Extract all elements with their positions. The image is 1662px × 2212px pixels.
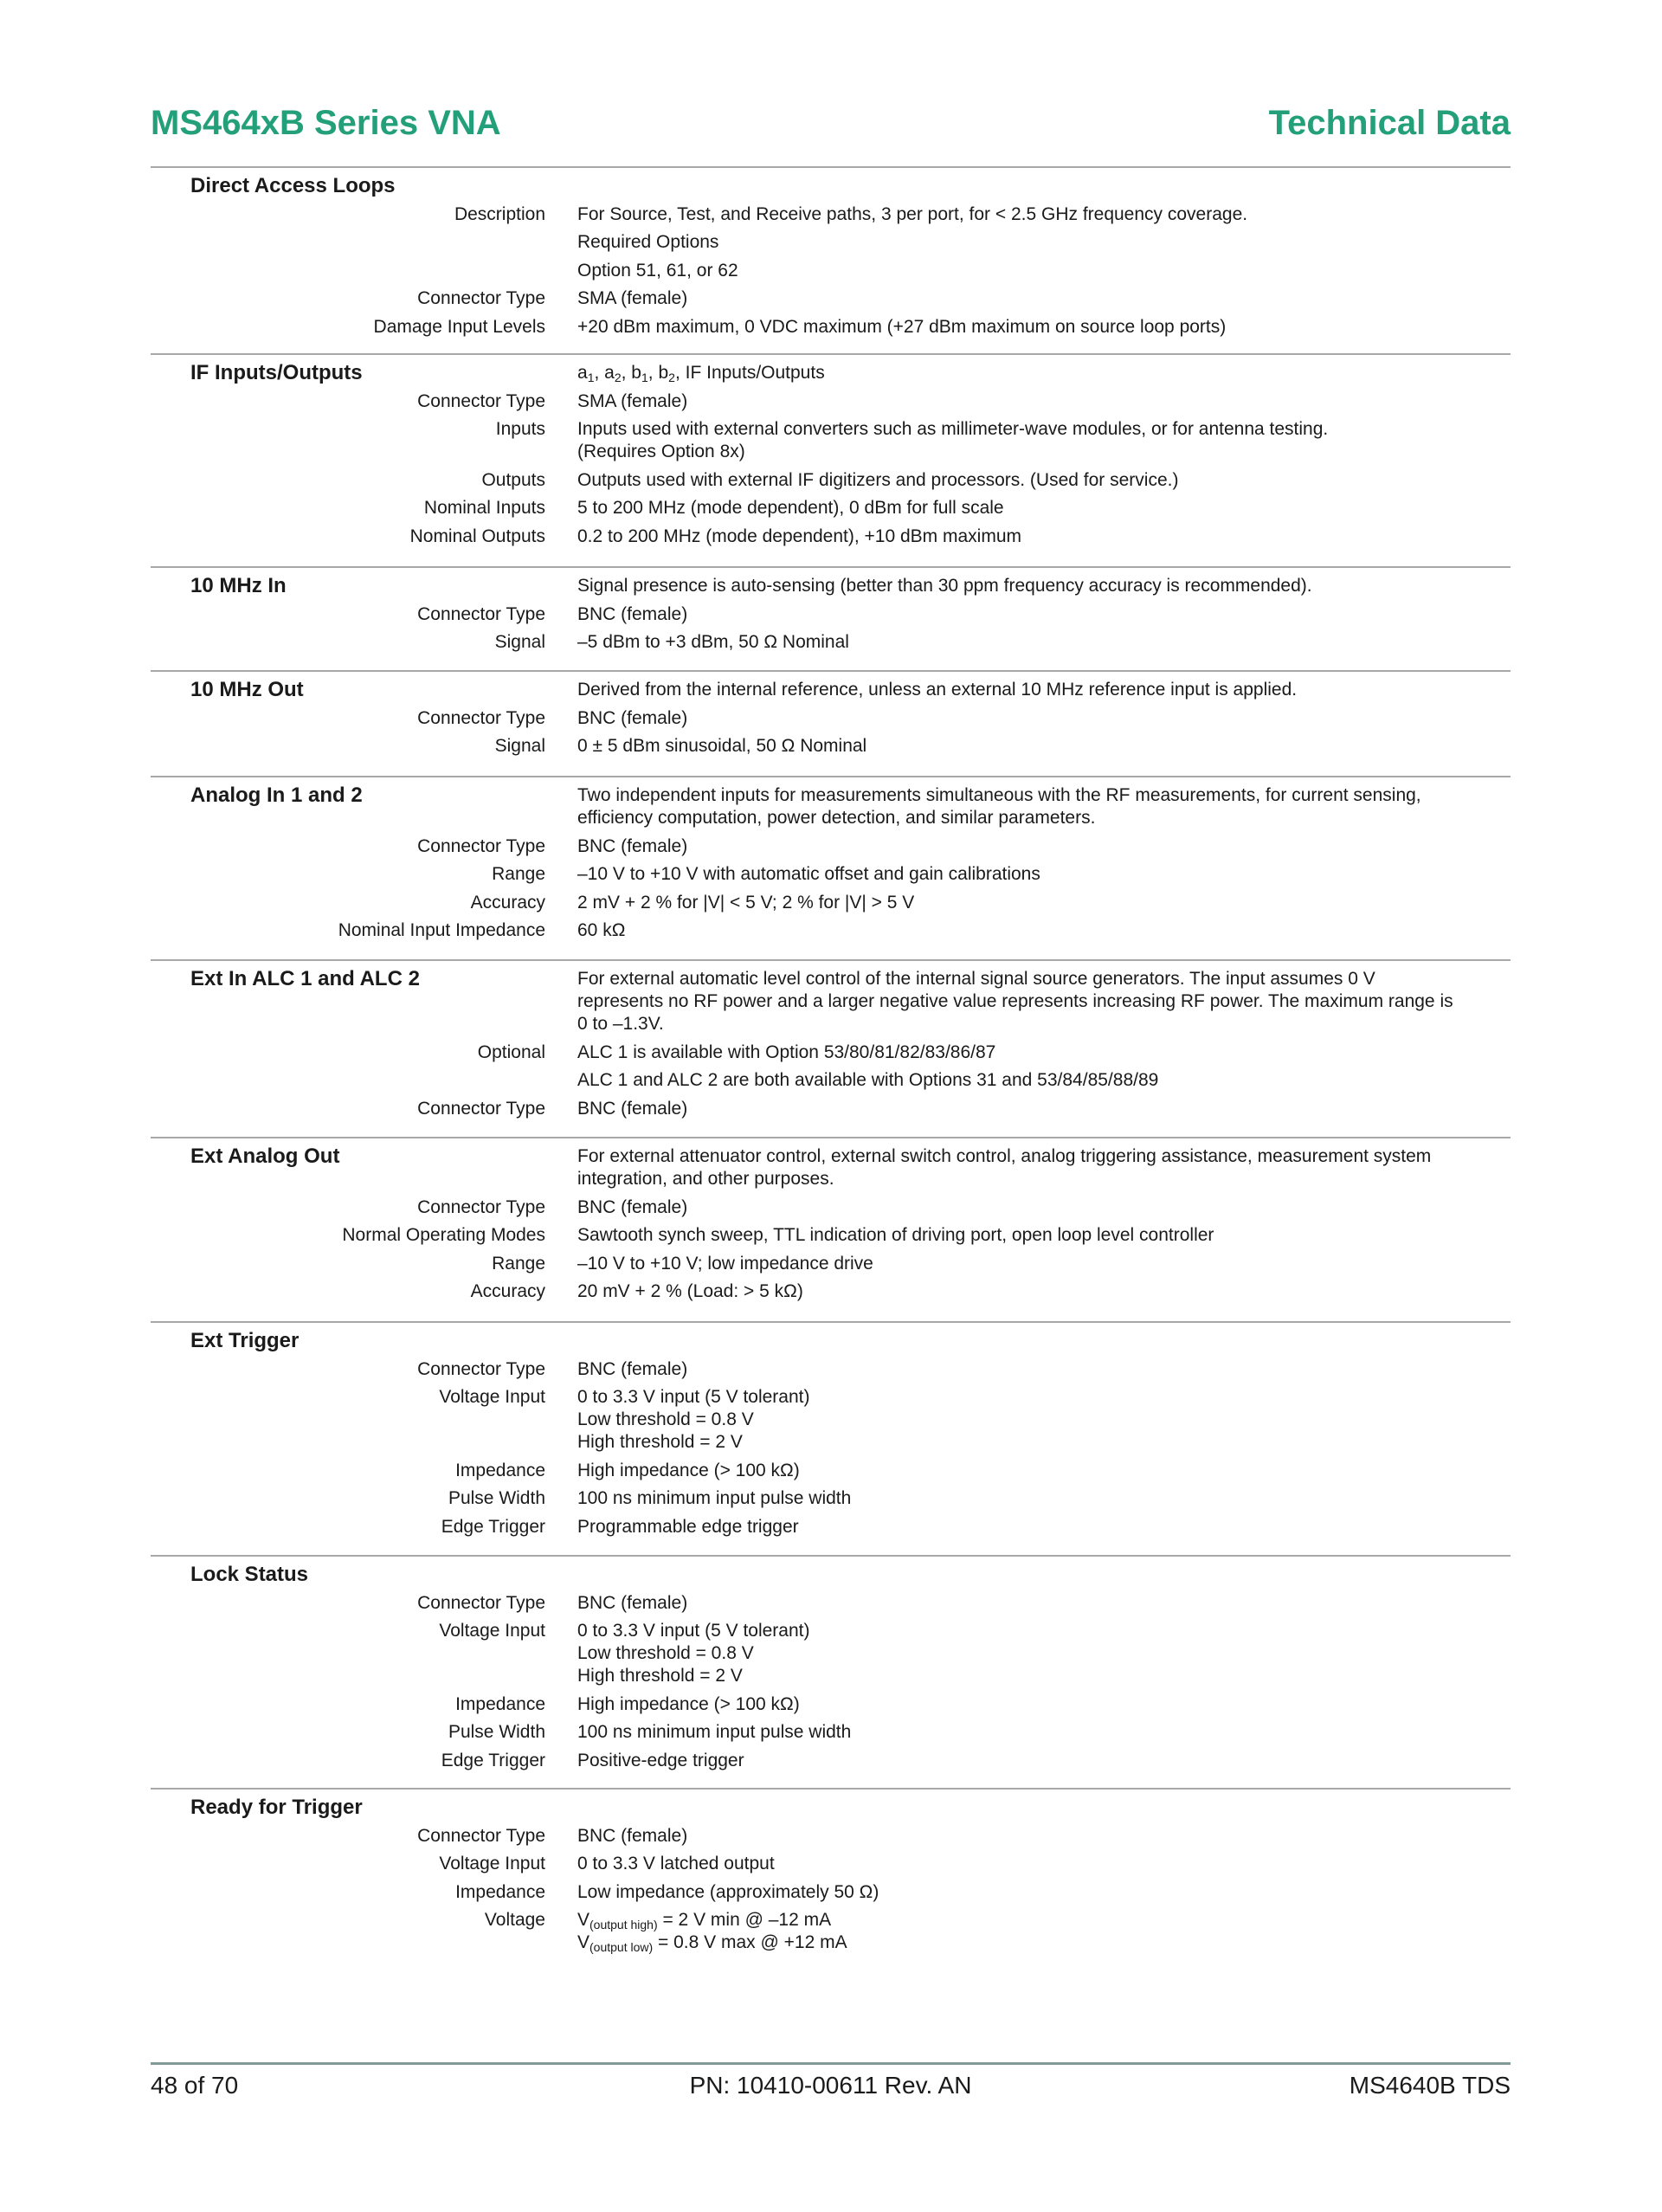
value-line: BNC (female) [577,1358,688,1379]
spec-value [577,603,1511,626]
subscript: 1 [587,371,595,385]
value-line: For Source, Test, and Receive paths, 3 per port, for < 2.5 GHz frequency coverage. [577,203,1248,224]
spec-row [151,1906,1511,1957]
spec-row [151,1194,1511,1222]
value-line: SMA (female) [577,390,688,411]
spec-label: Voltage [484,1910,545,1931]
spec-row [151,1617,1511,1691]
section-heading-row [151,572,1511,601]
spec-row [151,1879,1511,1907]
value-line: integration, and other purposes. [577,1169,834,1190]
section-heading-row [151,782,1511,833]
value-line: Low impedance (approximately 50 Ω) [577,1881,879,1902]
section-heading: Direct Access Loops [190,174,396,198]
section-heading: Lock Status [190,1563,309,1587]
spec-value [577,863,1511,886]
value-line: Derived from the internal reference, unless an external 10 MHz reference input is applied. [577,680,1298,700]
document-code: MS4640B TDS [1349,2072,1511,2099]
spec-section [151,166,1511,341]
spec-label: Edge Trigger [441,1750,545,1770]
value-text: a [577,363,588,384]
value-text: = 0.8 V max @ +12 mA [653,1932,847,1953]
spec-value [577,631,1511,654]
spec-section [151,1555,1511,1775]
spec-section [151,1788,1511,1957]
spec-value [577,1516,1511,1538]
spec-section [151,670,1511,761]
spec-row [151,889,1511,918]
spec-value [577,497,1511,519]
section-summary [577,1145,1511,1190]
spec-value [577,1825,1511,1848]
spec-value [577,1693,1511,1716]
spec-label: Connector Type [417,603,545,624]
value-line: 0 to 3.3 V input (5 V tolerant) [577,1621,810,1641]
section-heading-row [151,1794,1511,1822]
spec-row [151,1095,1511,1124]
value-line: ALC 1 is available with Option 53/80/81/82/83/86/87 [577,1042,996,1062]
spec-row [151,229,1511,257]
value-text: , a [594,363,615,384]
subscript: (output high) [589,1918,658,1932]
value-line: 0 to –1.3V. [577,1014,664,1035]
subscript: 1 [641,371,648,385]
spec-label: Damage Input Levels [373,316,545,337]
spec-value [577,316,1511,339]
spec-row [151,1039,1511,1067]
value-line: Inputs used with external converters such as millimeter-wave modules, or for antenna testing. [577,419,1329,440]
value-line: +20 dBm maximum, 0 VDC maximum (+27 dBm maximum on source loop ports) [577,316,1227,337]
spec-label: Connector Type [417,390,545,411]
spec-label: Connector Type [417,1196,545,1217]
spec-value [577,260,1511,282]
spec-row [151,1691,1511,1719]
subscript: (output low) [589,1940,654,1955]
spec-value [577,1280,1511,1303]
value-line: 0 to 3.3 V latched output [577,1854,775,1874]
value-line: BNC (female) [577,835,688,856]
spec-row [151,467,1511,495]
spec-row [151,833,1511,861]
value-line: Signal presence is auto-sensing (better than 30 ppm frequency accuracy is recommended). [577,576,1312,597]
spec-section [151,1137,1511,1306]
spec-label: Inputs [495,419,545,440]
section-heading: Ext Trigger [190,1329,300,1353]
spec-label: Signal [494,736,545,757]
spec-label: Nominal Input Impedance [338,920,545,941]
section-summary [577,784,1511,829]
spec-value [577,1253,1511,1275]
spec-value [577,1721,1511,1744]
value-line: BNC (female) [577,1098,688,1119]
spec-value [577,892,1511,914]
spec-value [577,1386,1511,1454]
value-line: –5 dBm to +3 dBm, 50 Ω Nominal [577,632,849,653]
spec-label: Connector Type [417,288,545,309]
section-heading-row [151,1561,1511,1590]
value-line: 60 kΩ [577,920,626,941]
value-line: 100 ns minimum input pulse width [577,1722,852,1743]
spec-label: Connector Type [417,707,545,728]
value-line: BNC (female) [577,1592,688,1613]
value-text: V [577,1910,590,1931]
value-line: –10 V to +10 V; low impedance drive [577,1253,873,1274]
value-line: High threshold = 2 V [577,1666,743,1686]
value-line: 20 mV + 2 % (Load: > 5 kΩ) [577,1281,803,1302]
value-line: High impedance (> 100 kΩ) [577,1460,800,1480]
section-summary [577,575,1511,597]
spec-label: Accuracy [470,1281,545,1302]
spec-row [151,1747,1511,1776]
spec-value [577,1487,1511,1510]
value-line: High threshold = 2 V [577,1432,743,1453]
spec-value [577,418,1511,463]
spec-label: Nominal Inputs [423,498,545,519]
value-line: Low threshold = 0.8 V [577,1643,754,1664]
value-line: High impedance (> 100 kΩ) [577,1693,800,1714]
spec-label: Optional [477,1042,545,1062]
spec-value [577,1460,1511,1482]
spec-row [151,861,1511,889]
spec-value [577,1620,1511,1687]
section-summary [577,175,1511,197]
section-summary [577,1564,1511,1586]
value-line: 100 ns minimum input pulse width [577,1488,852,1509]
value-line: Programmable edge trigger [577,1516,799,1537]
spec-label: Voltage Input [439,1621,545,1641]
page-number: 48 of 70 [151,2072,239,2099]
spec-label: Nominal Outputs [409,526,545,546]
spec-row [151,1067,1511,1095]
section-heading: Ready for Trigger [190,1796,363,1820]
spec-value [577,707,1511,730]
spec-value [577,1881,1511,1904]
spec-section [151,959,1511,1123]
section-heading: 10 MHz Out [190,678,304,702]
value-line: For external attenuator control, external switch control, analog triggering assistance, measurement system [577,1146,1432,1167]
spec-label: Signal [494,632,545,653]
value-line: ALC 1 and ALC 2 are both available with Options 31 and 53/84/85/88/89 [577,1070,1159,1091]
section-summary [577,968,1511,1035]
spec-label: Normal Operating Modes [342,1225,545,1246]
spec-value [577,287,1511,310]
section-summary [577,1330,1511,1352]
spec-label: Pulse Width [448,1722,545,1743]
spec-row [151,732,1511,761]
spec-row [151,201,1511,229]
page-footer [151,2062,1511,2099]
section-heading-row [151,965,1511,1039]
spec-value [577,1853,1511,1875]
subscript: 2 [668,371,675,385]
spec-row [151,629,1511,657]
spec-row [151,523,1511,551]
spec-row [151,1822,1511,1851]
section-heading-row [151,1143,1511,1194]
value-text: V [577,1932,590,1953]
value-line: Sawtooth synch sweep, TTL indication of driving port, open loop level controller [577,1225,1214,1246]
spec-label: Range [492,864,545,885]
section-summary [577,362,1511,384]
spec-section [151,1321,1511,1541]
spec-row [151,1485,1511,1513]
spec-value [577,1069,1511,1092]
value-line: efficiency computation, power detection, and similar parameters. [577,808,1096,829]
spec-row [151,257,1511,286]
spec-row [151,1356,1511,1384]
spec-row [151,388,1511,416]
spec-row [151,313,1511,342]
section-heading: Ext Analog Out [190,1145,340,1169]
spec-value [577,1750,1511,1772]
value-line: 0 ± 5 dBm sinusoidal, 50 Ω Nominal [577,736,867,757]
spec-value [577,1592,1511,1615]
spec-value [577,919,1511,942]
section-title: Technical Data [1268,104,1511,142]
spec-label: Connector Type [417,835,545,856]
section-heading-row [151,1327,1511,1356]
document-title: MS464xB Series VNA [151,104,501,142]
spec-label [151,231,545,254]
section-heading-row [151,359,1511,388]
spec-label: Outputs [481,469,545,490]
spec-value [577,231,1511,254]
value-line: represents no RF power and a larger negative value represents increasing RF power. The maximum range is [577,991,1453,1012]
spec-label: Description [454,203,545,224]
spec-row [151,1250,1511,1279]
spec-value [577,1224,1511,1247]
spec-row [151,1719,1511,1747]
value-line: –10 V to +10 V with automatic offset and gain calibrations [577,864,1040,885]
section-heading: Analog In 1 and 2 [190,784,363,808]
value-line: (Requires Option 8x) [577,442,745,462]
spec-value [577,203,1511,226]
value-line: BNC (female) [577,1196,688,1217]
value-line: Positive-edge trigger [577,1750,744,1770]
spec-section [151,566,1511,657]
spec-label: Connector Type [417,1592,545,1613]
section-heading-row [151,676,1511,705]
value-line: Option 51, 61, or 62 [577,260,738,281]
spec-value [577,1042,1511,1064]
subscript: 2 [614,371,622,385]
spec-row [151,1383,1511,1457]
spec-label: Connector Type [417,1825,545,1846]
spec-label: Pulse Width [448,1488,545,1509]
spec-value [577,1909,1511,1954]
value-line: Required Options [577,232,719,253]
spec-row [151,601,1511,629]
spec-value [577,390,1511,413]
value-line: BNC (female) [577,603,688,624]
value-text: , b [647,363,669,384]
spec-row [151,1850,1511,1879]
spec-label: Edge Trigger [441,1516,545,1537]
spec-row [151,1278,1511,1306]
spec-label: Accuracy [470,892,545,913]
spec-label: Connector Type [417,1358,545,1379]
value-line: SMA (female) [577,288,688,309]
spec-label: Connector Type [417,1098,545,1119]
section-heading: Ext In ALC 1 and ALC 2 [190,967,420,991]
spec-row [151,416,1511,467]
spec-label: Impedance [455,1693,545,1714]
spec-label: Voltage Input [439,1854,545,1874]
spec-row [151,1222,1511,1250]
spec-value [577,735,1511,758]
value-text: , IF Inputs/Outputs [674,363,825,384]
spec-value [577,1358,1511,1381]
spec-label [151,260,545,282]
spec-label: Range [492,1253,545,1274]
spec-section [151,353,1511,551]
section-summary [577,679,1511,701]
value-line: Low threshold = 0.8 V [577,1409,754,1430]
spec-row [151,1590,1511,1618]
spec-section [151,776,1511,945]
value-line: BNC (female) [577,707,688,728]
value-text: = 2 V min @ –12 mA [657,1910,832,1931]
part-number: PN: 10410-00611 Rev. AN [689,2072,972,2099]
spec-row [151,494,1511,523]
spec-row [151,1513,1511,1542]
spec-value [577,835,1511,858]
value-text: , b [621,363,641,384]
spec-row [151,705,1511,733]
spec-row [151,285,1511,313]
spec-label [151,1069,545,1092]
spec-row [151,1457,1511,1486]
section-heading: 10 MHz In [190,574,287,598]
value-line: 0 to 3.3 V input (5 V tolerant) [577,1387,810,1408]
value-line: BNC (female) [577,1825,688,1846]
section-summary [577,1796,1511,1819]
spec-label: Impedance [455,1881,545,1902]
value-line: 2 mV + 2 % for |V| < 5 V; 2 % for |V| > 5 V [577,892,915,913]
spec-value [577,1196,1511,1219]
spec-value [577,526,1511,548]
spec-value [577,1098,1511,1120]
spec-value [577,469,1511,492]
value-line: 5 to 200 MHz (mode dependent), 0 dBm for full scale [577,498,1004,519]
value-line: 0.2 to 200 MHz (mode dependent), +10 dBm maximum [577,526,1022,546]
value-line: Outputs used with external IF digitizers and processors. (Used for service.) [577,469,1179,490]
value-line: Two independent inputs for measurements simultaneous with the RF measurements, for current sensing, [577,785,1421,806]
spec-row [151,917,1511,945]
section-heading-row [151,172,1511,201]
value-line: For external automatic level control of the internal signal source generators. The input assumes 0 V [577,969,1375,990]
spec-label: Impedance [455,1460,545,1480]
section-heading: IF Inputs/Outputs [190,361,363,385]
spec-label: Voltage Input [439,1387,545,1408]
